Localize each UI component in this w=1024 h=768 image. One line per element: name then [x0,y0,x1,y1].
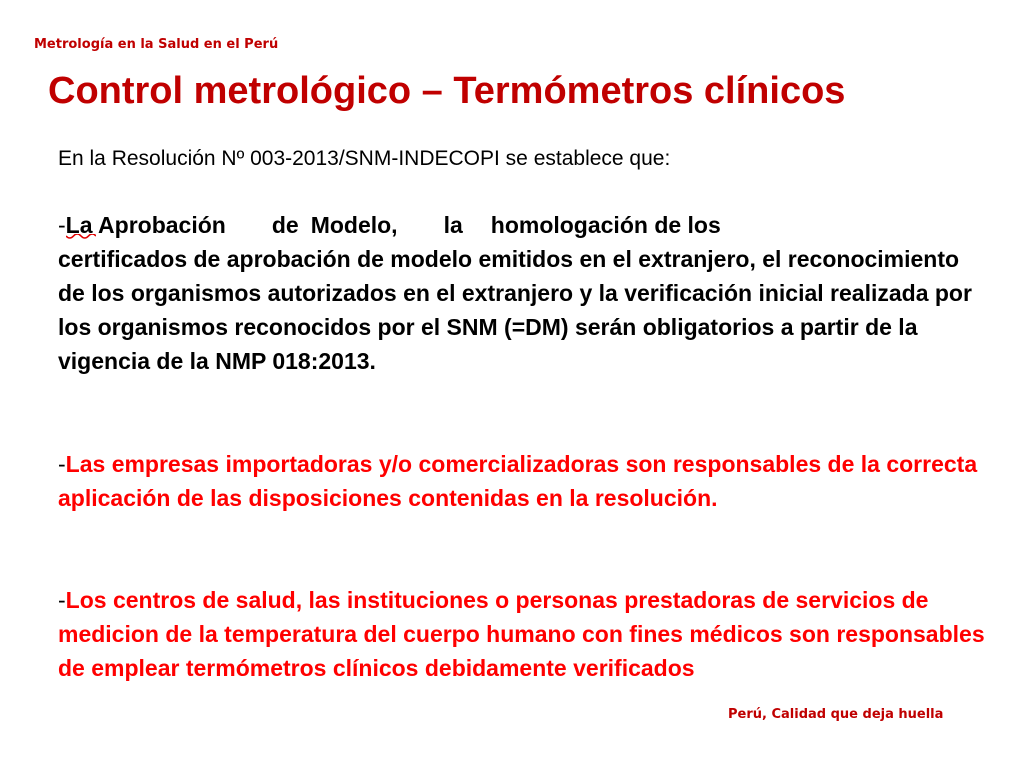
bullet-item-3 [58,583,988,685]
spellcheck-underline-icon [66,234,96,242]
bullet-item-1-first-line [58,208,988,242]
bullet-item-1 [58,208,988,378]
bullet-dash: - [58,587,66,613]
first-line-word-3: Modelo, [310,212,398,238]
bullet-item-2 [58,447,988,515]
first-line-word-4: la [443,212,463,238]
bullet-dash: - [58,212,66,238]
bullet-item-1-lead [58,208,226,242]
intro-text: En la Resolución Nº 003-2013/SNM-INDECOPI se establece que: [58,147,671,170]
bullet-item-1-text: certificados de aprobación de modelo emitidos en el extranjero, el reconocimiento de los organismos autorizados en el extranjero y la verificación inicial realizada por los organismos reconocidos por el SNM (=DM) serán obligatorios a partir de la vigencia de la NMP 018:2013. [58,246,972,374]
first-line-word-5: homologación de los [490,212,721,238]
bullet-item-3-text: Los centros de salud, las instituciones o personas prestadoras de servicios de medicion de la temperatura del cuerpo humano con fines médicos son responsables de emplear termómetros clínicos debidamente verificados [58,587,985,681]
bullet-item-2-text: Las empresas importadoras y/o comercializadoras son responsables de la correcta aplicación de las disposiciones contenidas en la resolución. [58,451,978,511]
first-line-word-1: La Aprobación [65,212,226,238]
slide-title: Control metrológico – Termómetros clínicos [48,70,846,112]
header-tag: Metrología en la Salud en el Perú [34,37,279,52]
footer-tag: Perú, Calidad que deja huella [728,707,944,722]
first-line-word-2: de [271,212,299,238]
bullet-dash: - [58,451,66,477]
